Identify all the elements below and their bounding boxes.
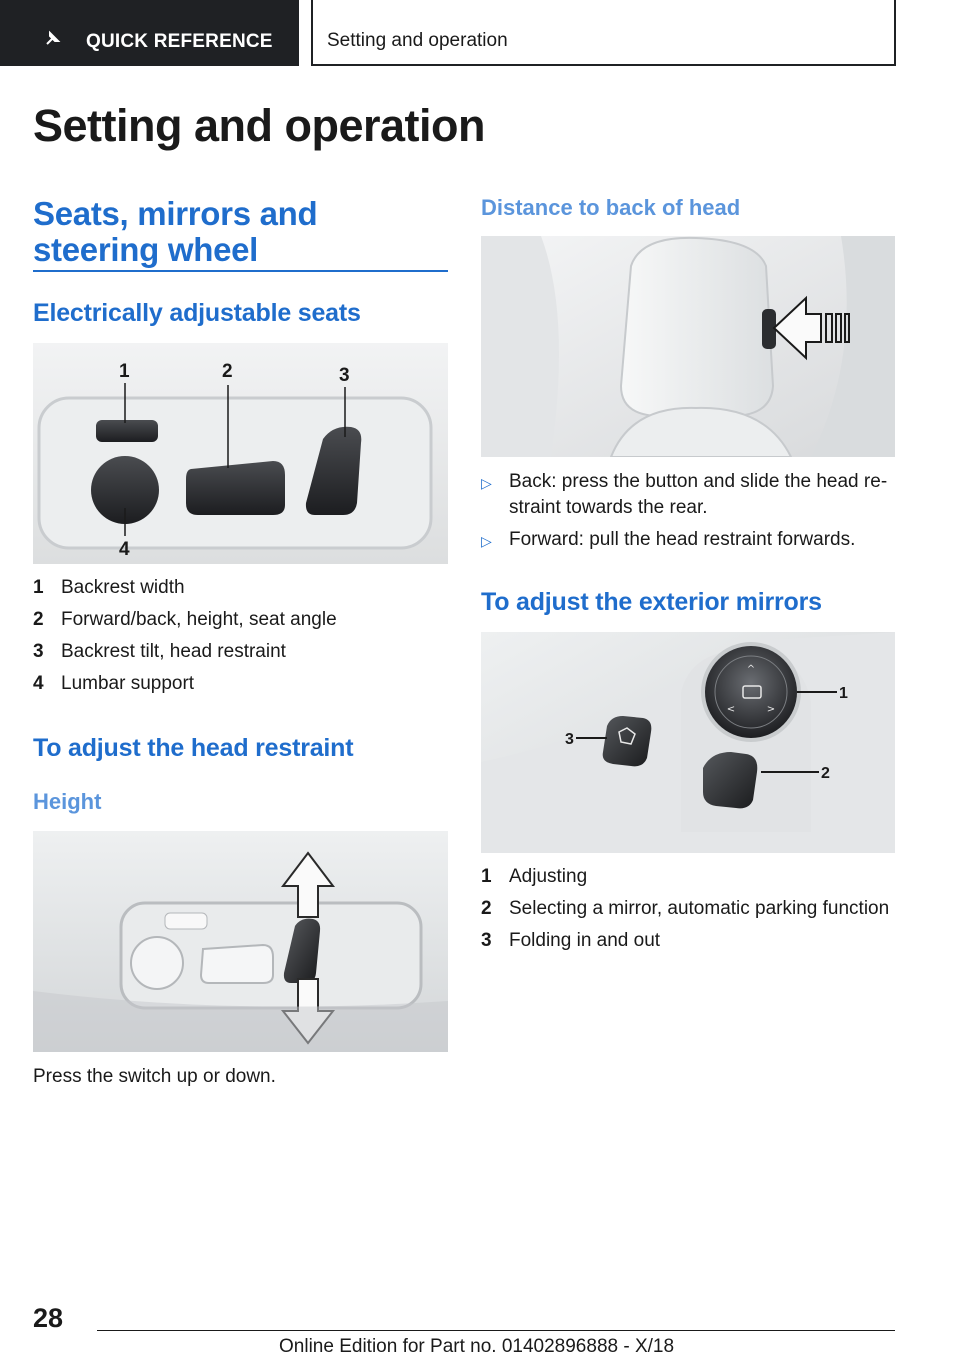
- item-number: 2: [481, 898, 492, 919]
- height-figure: [33, 831, 448, 1052]
- pin-icon: [44, 29, 62, 47]
- item-text: Folding in and out: [509, 930, 661, 951]
- head-restraint-figure: [481, 236, 895, 457]
- quick-reference-label: QUICK REFERENCE: [86, 31, 273, 52]
- list-item: [33, 668, 448, 700]
- mirrors-title: To adjust the exterior mirrors: [481, 588, 822, 616]
- item-text: Backrest tilt, head restraint: [61, 641, 286, 662]
- list-item: [481, 893, 895, 925]
- item-number: 1: [33, 577, 44, 598]
- item-number: 2: [33, 609, 44, 630]
- seat-controls-figure: [33, 343, 448, 564]
- section-rule: [33, 270, 448, 272]
- item-number: 3: [481, 930, 492, 951]
- mirror-figure-label-3: 3: [565, 731, 574, 748]
- seat-figure-label-3: 3: [339, 365, 350, 386]
- item-number: 1: [481, 866, 492, 887]
- page-number: 28: [33, 1303, 64, 1333]
- breadcrumb-label: Setting and operation: [327, 30, 508, 51]
- mirror-item-list: [481, 861, 895, 957]
- item-text: Selecting a mirror, automatic parking function: [509, 898, 890, 919]
- item-number: 3: [33, 641, 44, 662]
- height-text: Press the switch up or down.: [33, 1066, 276, 1087]
- distance-item-list: [481, 469, 895, 560]
- item-number: 4: [33, 673, 44, 694]
- seats-title: Electrically adjustable seats: [33, 299, 361, 327]
- seat-item-list: [33, 572, 448, 700]
- quick-reference-tab[interactable]: [0, 0, 299, 66]
- footer-rule: [97, 1330, 895, 1331]
- triangle-bullet-icon: ▷: [481, 475, 492, 491]
- item-text: Back: press the button and slide the head restraint towards the rear.: [509, 471, 888, 518]
- footer-edition: Online Edition for Part no. 01402896888 - X/18: [279, 1336, 675, 1357]
- page-title: Setting and operation: [33, 100, 486, 151]
- breadcrumb[interactable]: [311, 0, 896, 66]
- head-restraint-title: To adjust the head restraint: [33, 734, 354, 762]
- svg-text:^: ^: [746, 664, 756, 675]
- section-title: Seats, mirrors and steering wheel: [33, 195, 318, 268]
- list-item: [33, 636, 448, 668]
- seat-figure-label-1: 1: [119, 361, 130, 382]
- mirror-figure-label-2: 2: [821, 765, 830, 782]
- list-item: [481, 861, 895, 893]
- svg-text:>: >: [766, 704, 776, 715]
- mirror-figure-label-1: 1: [839, 685, 848, 702]
- mirror-controls-figure: [481, 632, 895, 853]
- height-title: Height: [33, 789, 102, 814]
- item-text: Adjusting: [509, 866, 588, 887]
- item-text: Lumbar support: [61, 673, 195, 694]
- item-text: Forward: pull the head restraint forwards.: [509, 529, 856, 550]
- seat-figure-label-2: 2: [222, 361, 233, 382]
- item-text: Backrest width: [61, 577, 185, 598]
- list-item: [33, 572, 448, 604]
- list-item: [481, 925, 895, 957]
- svg-text:<: <: [726, 704, 736, 715]
- triangle-bullet-icon: ▷: [481, 533, 492, 549]
- list-item: [481, 527, 895, 554]
- distance-title: Distance to back of head: [481, 195, 741, 220]
- list-item: [33, 604, 448, 636]
- seat-figure-label-4: 4: [119, 539, 130, 560]
- item-text: Forward/back, height, seat angle: [61, 609, 337, 630]
- list-item: [481, 469, 895, 521]
